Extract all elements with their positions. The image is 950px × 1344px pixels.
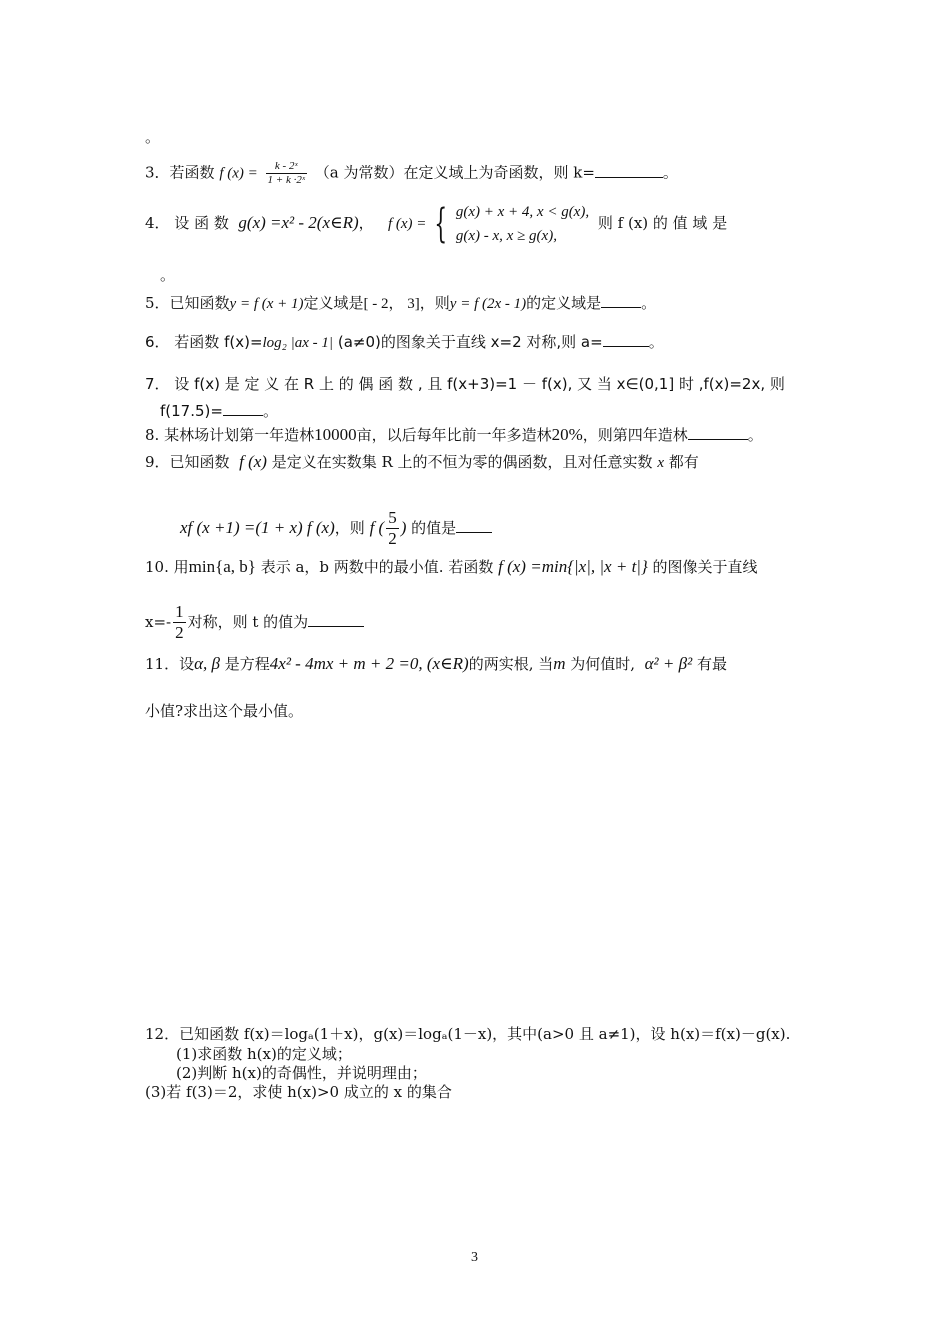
page-number: 3 [471,1250,478,1265]
brace-icon: { [434,201,448,247]
question-7-line2: f(17.5)= 。 [160,402,278,420]
question-7-line1: 7． 设 f(x) 是 定 义 在 R 上 的 偶 函 数 , 且 f(x+3)=1 － f(x), 又 当 x∈(0,1] 时 ,f(x)=2x, 则 [145,375,785,393]
q4-gx: g(x) =x² - 2(x∈R) [238,213,359,232]
question-4 [145,200,727,248]
question-12-line2: (1)求函数 h(x)的定义域； [176,1045,352,1063]
q4-comma: ， [358,214,374,232]
q3-end: 。 [662,163,678,182]
q4-tail: 则 f (x) 的 值 域 是 [597,214,728,232]
question-8: 8. 某林场计划第一年造林10000亩，以后每年比前一年多造林20%，则第四年造林 。 [145,425,763,444]
q10-fraction: $\frac{1}{2}$ [175,602,184,643]
question-12-line3: (2)判断 h(x)的奇偶性，并说明理由； [176,1064,427,1082]
question-12-line1: 12．已知函数 f(x)＝logₐ(1＋x)，g(x)＝logₐ(1－x)，其中(a>0 且 a≠1)，设 h(x)＝f(x)－g(x). [145,1025,791,1043]
q4-cases: g(x) + x + 4, x < g(x), g(x) - x, x ≥ g(x), [455,204,590,244]
question-9-line2: xf (x +1) =(1 + x) f (x)，则 f ( $\frac{5}{2}$ ) 的值是 [180,508,492,550]
question-5: 5．已知函数y = f (x + 1)定义域是[ - 2， 3]，则y = f (2x - 1)的定义域是 。 [145,294,657,312]
answer-blank [603,331,649,347]
question-10-line2: x=- $\frac{1}{2}$ 对称，则 t 的值为 [145,602,364,644]
question-9-line1: 9．已知函数 f (x) 是定义在实数集 R 上的不恒为零的偶函数，且对任意实数 x 都有 [145,452,699,471]
answer-blank [595,162,663,178]
q4-fx: f (x) = [387,216,427,232]
question-10-line1: 10. 用min{a, b} 表示 a，b 两数中的最小值. 若函数 f (x) =min{|x|, |x + t|} 的图像关于直线 [145,557,758,576]
q4-number: 4． 设 函 数 [145,214,229,232]
leading-period: 。 [145,128,161,146]
answer-blank [688,424,748,440]
answer-blank [223,400,263,416]
question-11-line2: 小值?求出这个最小值。 [145,702,304,720]
q9-fraction: $\frac{5}{2}$ [388,508,397,549]
answer-blank [601,292,641,308]
answer-blank [308,611,364,627]
q3-lhs: f (x) = [219,165,258,182]
q4-end: 。 [160,266,176,284]
question-3 [145,160,678,187]
q3-number: 3．若函数 [145,163,215,182]
question-11-line1: 11．设α, β 是方程4x² - 4mx + m + 2 =0, (x∈R)的两实根, 当m 为何值时, α² + β² 有最 [145,654,727,673]
question-6: 6． 若函数 f(x)=log₂ |ax - 1| (a≠0)的图象关于直线 x=2 对称,则 a= 。 [145,333,664,351]
q3-note: （a 为常数）在定义域上为奇函数，则 k= [314,163,595,182]
answer-blank [456,517,492,533]
q3-fraction: $\frac{\text{k - 2ˣ}}{\text{1 + k ·2ˣ}}$ [267,160,305,187]
question-12-line4: (3)若 f(3)＝2，求使 h(x)>0 成立的 x 的集合 [145,1083,452,1101]
